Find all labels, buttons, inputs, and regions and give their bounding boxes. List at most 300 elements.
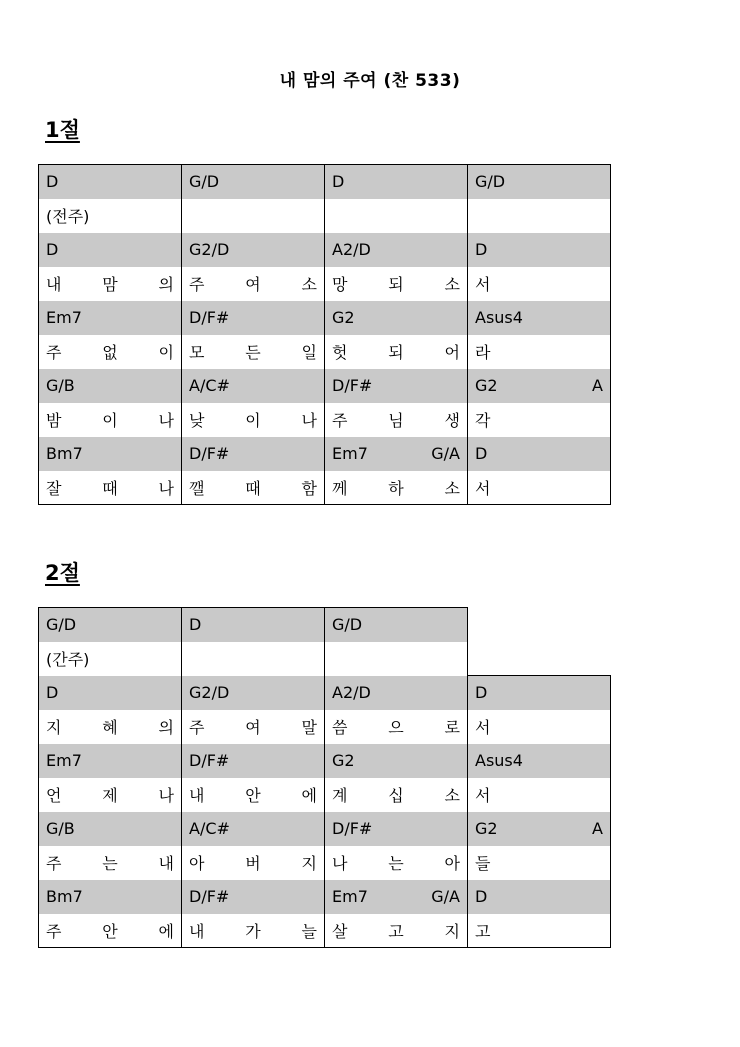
cell-content (475, 240, 603, 259)
chord-symbol: G/D (46, 615, 77, 635)
chord-cell (39, 301, 182, 335)
lyric-row (39, 199, 611, 233)
cell-content (332, 172, 460, 191)
chord-symbol: D/F# (332, 819, 373, 838)
lyric-syllable: 망 (332, 275, 348, 294)
chord-cell (39, 744, 182, 778)
cell-content (46, 240, 174, 259)
verse-2-chord-table (38, 607, 611, 948)
lyric-syllable: 버 (245, 854, 261, 873)
lyric-syllable: 로 (444, 718, 460, 737)
lyric-cell (468, 914, 611, 948)
chord-cell (325, 744, 468, 778)
cell-content (332, 240, 460, 259)
lyric-syllable: 께 (332, 478, 348, 498)
cell-content (332, 683, 460, 702)
chord-cell (182, 301, 325, 335)
lyric-syllable: 헛 (332, 343, 348, 362)
lyric-syllable: 하 (388, 478, 404, 498)
lyric-syllable: 주 (46, 343, 62, 362)
cell-content (475, 444, 603, 463)
lyric-cell (39, 642, 182, 676)
lyric-syllable: 모 (189, 343, 205, 362)
lyric-syllable: 에 (158, 921, 174, 941)
lyric-syllable: 되 (388, 343, 404, 362)
lyric-cell (182, 778, 325, 812)
cell-content (46, 444, 174, 463)
lyric-syllable: 이 (245, 411, 261, 430)
lyric-syllable: 내 (158, 854, 174, 873)
lyric-syllable: 의 (158, 275, 174, 294)
lyric-syllable: 지 (46, 718, 62, 737)
lyric-syllable: 안 (245, 786, 261, 805)
lyric-cell (39, 914, 182, 948)
chord-symbol: G2 (475, 819, 498, 838)
lyric-cell (325, 846, 468, 880)
lyric-cell (182, 642, 325, 676)
cell-content (332, 376, 460, 395)
lyric-row (39, 642, 611, 676)
cell-content (189, 272, 317, 295)
cell-content (46, 683, 174, 702)
cell-content (475, 715, 603, 738)
lyric-row (39, 335, 611, 369)
lyric-row (39, 710, 611, 744)
chord-row (39, 880, 611, 914)
chord-symbol: G/A (431, 887, 460, 906)
chord-symbol: G2 (332, 308, 355, 327)
chord-symbol: G2/D (189, 683, 230, 702)
chord-row (39, 437, 611, 471)
lyric-cell (468, 471, 611, 505)
lyric-syllable: 님 (388, 411, 404, 430)
lyric-cell (39, 846, 182, 880)
lyric-syllable: 주 (46, 854, 62, 873)
cell-content (46, 647, 174, 670)
chord-symbol: D (46, 683, 59, 702)
lyric-syllable: 가 (245, 921, 261, 941)
chord-cell (468, 233, 611, 267)
lyric-syllable: 나 (158, 786, 174, 805)
chord-cell (182, 608, 325, 642)
cell-content (475, 683, 603, 702)
chord-cell (39, 812, 182, 846)
chord-cell (468, 812, 611, 846)
lyric-syllable: 라 (475, 343, 491, 362)
lyric-syllable: 는 (388, 854, 404, 873)
chord-symbol: D (475, 240, 488, 259)
chord-cell (325, 608, 468, 642)
chord-symbol: D/F# (332, 376, 373, 395)
chord-symbol: D (475, 887, 488, 906)
cell-content (475, 376, 603, 395)
chord-symbol: G/D (332, 615, 363, 635)
cell-content (46, 751, 174, 770)
chord-cell (182, 676, 325, 710)
lyric-syllable: 서 (475, 275, 491, 294)
lyric-row (39, 267, 611, 301)
chord-symbol: G/B (46, 819, 75, 838)
lyric-syllable: 주 (46, 921, 62, 941)
lyric-row (39, 778, 611, 812)
lyric-syllable: 들 (475, 854, 491, 873)
chord-cell (39, 369, 182, 403)
lyric-syllable: 맘 (102, 275, 118, 294)
lyric-cell (325, 471, 468, 505)
lyric-syllable: 이 (102, 411, 118, 430)
chord-cell (468, 880, 611, 914)
chord-row (39, 676, 611, 710)
chord-row (39, 301, 611, 335)
chord-symbol: D/F# (189, 444, 230, 463)
cell-content (475, 751, 603, 770)
chord-symbol: D (46, 172, 59, 192)
cell-content (46, 476, 174, 499)
cell-content (475, 783, 603, 806)
lyric-cell (39, 267, 182, 301)
lyric-cell (325, 199, 468, 233)
cell-content (332, 715, 460, 738)
cell-content (332, 751, 460, 770)
cell-content (475, 851, 603, 874)
lyric-cell (182, 403, 325, 437)
lyric-syllable: 서 (475, 786, 491, 805)
cell-content (332, 887, 460, 906)
lyric-syllable: 내 (46, 275, 62, 294)
lyric-syllable: 나 (332, 854, 348, 873)
chord-symbol: Bm7 (46, 887, 83, 906)
lyric-cell (468, 267, 611, 301)
chord-cell (325, 165, 468, 199)
chord-cell (182, 744, 325, 778)
cell-content (189, 240, 317, 259)
chord-symbol: Asus4 (475, 751, 523, 770)
chord-symbol: D/F# (189, 887, 230, 906)
chord-symbol: D (189, 615, 202, 635)
lyric-cell (182, 199, 325, 233)
verse-1-heading: 1절 (45, 118, 80, 142)
cell-content (475, 408, 603, 431)
chord-row (39, 369, 611, 403)
chord-row (39, 812, 611, 846)
lyric-syllable: 내 (189, 921, 205, 941)
lyric-cell (325, 642, 468, 676)
lyric-syllable: 계 (332, 786, 348, 805)
lyric-syllable: 여 (245, 275, 261, 294)
lyric-cell (39, 471, 182, 505)
empty-cell (468, 642, 611, 676)
cell-content (189, 683, 317, 702)
cell-content (189, 308, 317, 327)
lyric-syllable: 안 (102, 921, 118, 941)
chord-cell (468, 301, 611, 335)
lyric-syllable: 아 (189, 854, 205, 873)
cell-content (46, 272, 174, 295)
lyric-syllable: 잘 (46, 478, 62, 498)
lyric-cell (468, 710, 611, 744)
lyric-syllable: 주 (189, 718, 205, 737)
lyric-syllable: 내 (189, 786, 205, 805)
cell-content (332, 476, 460, 499)
verse-1-chord-table (38, 164, 611, 505)
cell-content (475, 887, 603, 906)
lyric-syllable: 낮 (189, 411, 205, 430)
lyric-cell (468, 335, 611, 369)
chord-cell (39, 437, 182, 471)
lyric-cell (325, 267, 468, 301)
chord-symbol: Em7 (46, 308, 82, 327)
lyric-syllable: 되 (388, 275, 404, 294)
lyric-cell (468, 846, 611, 880)
empty-cell (468, 608, 611, 642)
chord-cell (325, 369, 468, 403)
chord-row (39, 608, 611, 642)
chord-cell (182, 165, 325, 199)
verse-2-heading: 2절 (45, 561, 80, 585)
cell-content (189, 919, 317, 942)
chord-symbol: D/F# (189, 308, 230, 327)
lyric-syllable: 여 (245, 718, 261, 737)
lyric-syllable: 지 (301, 854, 317, 873)
chord-cell (325, 301, 468, 335)
lyric-syllable: 주 (332, 411, 348, 430)
cell-content (189, 887, 317, 906)
lyric-syllable: 나 (158, 411, 174, 430)
lyric-syllable: 말 (301, 718, 317, 737)
lyric-syllable: 고 (475, 921, 491, 941)
cell-content (475, 308, 603, 327)
cell-content (189, 376, 317, 395)
lyric-syllable: 늘 (301, 921, 317, 941)
cell-content (475, 819, 603, 838)
cell-content (46, 715, 174, 738)
lyric-syllable: 씀 (332, 718, 348, 737)
chord-row (39, 165, 611, 199)
lyric-cell (468, 199, 611, 233)
lyric-syllable: 지 (444, 921, 460, 941)
chord-symbol: G/D (475, 172, 506, 192)
lyric-cell (182, 710, 325, 744)
chord-cell (182, 880, 325, 914)
lyric-syllable: 각 (475, 411, 491, 430)
lyric-syllable: 서 (475, 478, 491, 498)
lyric-row (39, 471, 611, 505)
chord-symbol: A2/D (332, 683, 371, 702)
lyric-syllable: 없 (102, 343, 118, 362)
chord-symbol: Em7 (332, 887, 368, 906)
lyric-cell (39, 710, 182, 744)
cell-content (189, 172, 317, 191)
chord-cell (325, 233, 468, 267)
lyric-cell (325, 914, 468, 948)
lyric-syllable: 이 (158, 343, 174, 362)
lyric-syllable: 함 (301, 478, 317, 498)
lyric-cell (468, 403, 611, 437)
lyric-cell (325, 403, 468, 437)
lyric-syllable: 소 (444, 478, 460, 498)
cell-content (332, 308, 460, 327)
cell-content (46, 919, 174, 942)
chord-cell (468, 744, 611, 778)
chord-cell (325, 676, 468, 710)
chord-cell (39, 880, 182, 914)
lyric-cell (182, 846, 325, 880)
lyric-cell (39, 778, 182, 812)
cell-content (189, 340, 317, 363)
cell-content (332, 783, 460, 806)
chord-symbol: G/A (431, 444, 460, 463)
lyric-syllable: 살 (332, 921, 348, 941)
chord-symbol: A/C# (189, 819, 230, 838)
cell-content (332, 851, 460, 874)
lyric-syllable: 나 (158, 478, 174, 498)
chord-symbol: A/C# (189, 376, 230, 395)
chord-symbol: D/F# (189, 751, 230, 770)
cell-content (189, 715, 317, 738)
cell-content (332, 272, 460, 295)
lyric-row (39, 914, 611, 948)
chord-cell (182, 369, 325, 403)
cell-content (189, 783, 317, 806)
lyric-syllable: 소 (444, 275, 460, 294)
cell-content (189, 851, 317, 874)
lyric-syllable: 어 (444, 343, 460, 362)
chord-cell (39, 676, 182, 710)
chord-cell (325, 880, 468, 914)
lyric-row (39, 846, 611, 880)
lyric-syllable: 든 (245, 343, 261, 362)
cell-content (46, 615, 174, 634)
lyric-syllable: 나 (301, 411, 317, 430)
cell-content (189, 408, 317, 431)
cell-content (332, 340, 460, 363)
lyric-syllable: 의 (158, 718, 174, 737)
lyric-syllable: 아 (444, 854, 460, 873)
cell-content (475, 476, 603, 499)
chord-symbol: A (592, 376, 603, 395)
lyric-cell (182, 471, 325, 505)
lyric-cell (468, 778, 611, 812)
lyric-syllable: 는 (102, 854, 118, 873)
chord-symbol: D (46, 240, 59, 259)
lyric-syllable: 혜 (102, 718, 118, 737)
cell-content (46, 204, 174, 227)
chord-cell (182, 437, 325, 471)
lyric-cell (39, 403, 182, 437)
cell-content (475, 340, 603, 363)
chord-cell (39, 165, 182, 199)
chord-row (39, 233, 611, 267)
chord-symbol: Em7 (46, 751, 82, 770)
lyric-syllable: 때 (102, 478, 118, 498)
chord-symbol: Bm7 (46, 444, 83, 463)
lyric-syllable: 깰 (189, 478, 205, 498)
cell-content (46, 376, 174, 395)
cell-content (475, 919, 603, 942)
lyric-cell (182, 335, 325, 369)
lyric-syllable: 때 (245, 478, 261, 498)
chord-symbol: G2 (332, 751, 355, 770)
cell-content (46, 308, 174, 327)
chord-symbol: Em7 (332, 444, 368, 463)
chord-cell (468, 165, 611, 199)
chord-symbol: Asus4 (475, 308, 523, 327)
cell-content (475, 172, 603, 191)
lyric-syllable: 주 (189, 275, 205, 294)
lyric-row (39, 403, 611, 437)
cell-content (46, 783, 174, 806)
chord-symbol: D (475, 683, 488, 703)
cell-content (46, 887, 174, 906)
lyric-syllable: 십 (388, 786, 404, 805)
lyric-syllable: 제 (102, 786, 118, 805)
chord-cell (182, 812, 325, 846)
page-title: 내 맘의 주여 (찬 533) (279, 71, 461, 91)
lyric-cell (182, 914, 325, 948)
lyric-syllable: 으 (388, 718, 404, 737)
lyric-cell (325, 778, 468, 812)
lyric-syllable: 소 (301, 275, 317, 294)
chord-symbol: D (475, 444, 488, 463)
lyric-cell (39, 335, 182, 369)
lyric-syllable: (전주) (46, 207, 90, 226)
cell-content (46, 819, 174, 838)
cell-content (46, 340, 174, 363)
cell-content (189, 476, 317, 499)
chord-symbol: D (332, 172, 345, 192)
lyric-syllable: 소 (444, 786, 460, 805)
chord-symbol: G/D (189, 172, 220, 192)
chord-symbol: A2/D (332, 240, 371, 259)
chord-row (39, 744, 611, 778)
cell-content (46, 172, 174, 191)
lyric-cell (182, 267, 325, 301)
cell-content (332, 408, 460, 431)
lyric-syllable: 서 (475, 718, 491, 737)
lyric-syllable: (간주) (46, 650, 90, 669)
cell-content (189, 819, 317, 838)
lyric-syllable: 에 (301, 786, 317, 805)
chord-symbol: G/B (46, 376, 75, 395)
chord-cell (39, 233, 182, 267)
cell-content (332, 819, 460, 838)
lyric-syllable: 고 (388, 921, 404, 941)
chord-cell (468, 676, 611, 710)
cell-content (46, 851, 174, 874)
cell-content (46, 408, 174, 431)
lyric-cell (325, 335, 468, 369)
chord-cell (468, 437, 611, 471)
chord-symbol: A (592, 819, 603, 838)
cell-content (332, 615, 460, 634)
lyric-syllable: 밤 (46, 411, 62, 430)
cell-content (475, 272, 603, 295)
chord-cell (325, 812, 468, 846)
cell-content (189, 444, 317, 463)
cell-content (332, 444, 460, 463)
lyric-cell (39, 199, 182, 233)
chord-symbol: G2/D (189, 240, 230, 259)
chord-cell (468, 369, 611, 403)
chord-cell (39, 608, 182, 642)
lyric-syllable: 일 (301, 343, 317, 362)
chord-cell (182, 233, 325, 267)
cell-content (332, 919, 460, 942)
cell-content (189, 751, 317, 770)
lyric-cell (325, 710, 468, 744)
lyric-syllable: 생 (444, 411, 460, 430)
lyric-syllable: 언 (46, 786, 62, 805)
